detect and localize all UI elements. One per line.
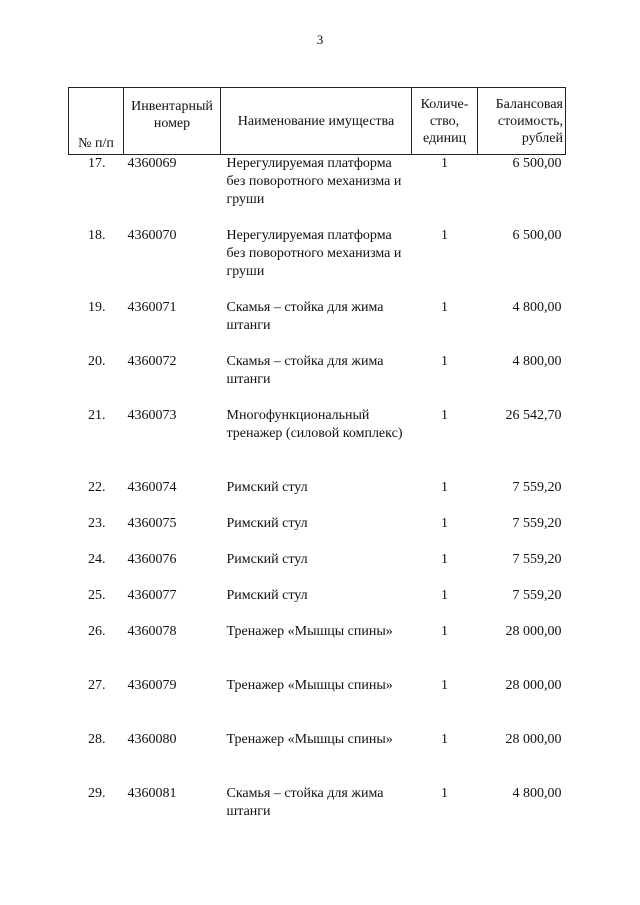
row-quantity: 1 <box>441 156 448 171</box>
row-quantity: 1 <box>441 407 448 423</box>
table-row <box>69 479 566 515</box>
row-quantity: 1 <box>441 353 448 369</box>
row-quantity: 1 <box>441 551 448 567</box>
row-property-name: Римский стул <box>226 515 308 531</box>
table-row <box>69 587 566 623</box>
row-inventory-number: 4360071 <box>127 299 177 315</box>
row-inventory-number: 4360069 <box>127 156 177 171</box>
row-quantity: 1 <box>441 731 448 747</box>
row-property-name: Римский стул <box>226 479 308 495</box>
row-number: 27. <box>88 677 106 693</box>
row-property-name: Римский стул <box>226 587 308 603</box>
row-number: 20. <box>88 353 106 369</box>
page-number: 3 <box>316 32 324 47</box>
row-inventory-number: 4360072 <box>127 353 177 369</box>
table-row <box>69 227 566 299</box>
row-property-name: Нерегулируемая платформа без поворотного механизма и груши <box>226 156 402 207</box>
row-property-name: Скамья – стойка для жима штанги <box>226 785 384 819</box>
row-inventory-number: 4360078 <box>127 623 177 639</box>
row-inventory-number: 4360077 <box>127 587 177 603</box>
row-property-name: Нерегулируемая платформа без поворотного механизма и груши <box>226 227 402 279</box>
table-row <box>69 407 566 479</box>
table-row <box>69 731 566 785</box>
table-row <box>69 299 566 353</box>
row-property-name: Тренажер «Мышцы спины» <box>226 731 393 747</box>
row-balance-cost: 4 800,00 <box>512 785 562 801</box>
row-balance-cost: 28 000,00 <box>505 731 562 747</box>
table-header-row <box>69 88 566 155</box>
row-balance-cost: 6 500,00 <box>512 156 562 171</box>
table-row <box>69 623 566 677</box>
row-balance-cost: 7 559,20 <box>512 587 562 603</box>
row-balance-cost: 28 000,00 <box>505 677 562 693</box>
header-inventory-number: Инвентарный номер <box>124 88 221 155</box>
header-quantity: Количе-ство, единиц <box>412 88 478 155</box>
row-number: 17. <box>88 156 106 171</box>
row-inventory-number: 4360080 <box>127 731 177 747</box>
row-balance-cost: 4 800,00 <box>512 353 562 369</box>
row-balance-cost: 7 559,20 <box>512 479 562 495</box>
row-inventory-number: 4360075 <box>127 515 177 531</box>
row-quantity: 1 <box>441 785 448 801</box>
row-number: 24. <box>88 551 106 567</box>
row-quantity: 1 <box>441 677 448 693</box>
row-number: 26. <box>88 623 106 639</box>
row-inventory-number: 4360079 <box>127 677 177 693</box>
row-quantity: 1 <box>441 299 448 315</box>
row-number: 19. <box>88 299 106 315</box>
row-balance-cost: 4 800,00 <box>512 299 562 315</box>
row-balance-cost: 7 559,20 <box>512 551 562 567</box>
row-inventory-number: 4360073 <box>127 407 177 423</box>
row-number: 29. <box>88 785 106 801</box>
inventory-table <box>68 87 566 839</box>
row-number: 25. <box>88 587 106 603</box>
header-property-name: Наименование имущества <box>221 88 412 155</box>
row-inventory-number: 4360070 <box>127 227 177 243</box>
table-row <box>69 551 566 587</box>
row-inventory-number: 4360081 <box>127 785 177 801</box>
row-inventory-number: 4360076 <box>127 551 177 567</box>
table-row <box>69 155 566 227</box>
row-quantity: 1 <box>441 515 448 531</box>
row-property-name: Скамья – стойка для жима штанги <box>226 299 384 333</box>
row-property-name: Тренажер «Мышцы спины» <box>226 677 393 693</box>
row-property-name: Скамья – стойка для жима штанги <box>226 353 384 387</box>
row-quantity: 1 <box>441 227 448 243</box>
row-balance-cost: 6 500,00 <box>512 227 562 243</box>
row-number: 18. <box>88 227 106 243</box>
table-row <box>69 353 566 407</box>
header-number: № п/п <box>69 88 124 155</box>
table-row <box>69 515 566 551</box>
row-inventory-number: 4360074 <box>127 479 177 495</box>
row-quantity: 1 <box>441 587 448 603</box>
header-balance-cost: Балансовая стоимость, рублей <box>478 88 566 155</box>
row-balance-cost: 26 542,70 <box>505 407 562 423</box>
row-number: 28. <box>88 731 106 747</box>
row-balance-cost: 28 000,00 <box>505 623 562 639</box>
row-number: 22. <box>88 479 106 495</box>
table-row <box>69 677 566 731</box>
row-property-name: Тренажер «Мышцы спины» <box>226 623 393 639</box>
row-number: 23. <box>88 515 106 531</box>
row-quantity: 1 <box>441 479 448 495</box>
row-balance-cost: 7 559,20 <box>512 515 562 531</box>
table-row <box>69 785 566 839</box>
row-number: 21. <box>88 407 106 423</box>
row-property-name: Многофункциональный тренажер (силовой комплекс) <box>226 407 403 441</box>
row-quantity: 1 <box>441 623 448 639</box>
row-property-name: Римский стул <box>226 551 308 567</box>
